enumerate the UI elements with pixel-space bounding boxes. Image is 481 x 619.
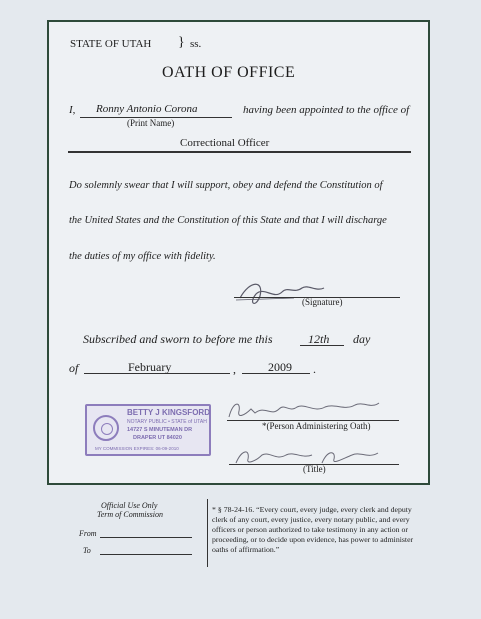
stamp-line2: 14727 S MINUTEMAN DR (127, 427, 193, 433)
state-label: STATE OF UTAH (70, 38, 152, 50)
state-brace: } (178, 35, 185, 50)
appointed-text: having been appointed to the office of (243, 104, 410, 116)
day-label: day (353, 332, 371, 346)
day-line (300, 345, 344, 346)
oath-body-line3: the duties of my office with fidelity. (69, 251, 216, 262)
ss-label: ss. (190, 38, 202, 50)
official-use-heading: Official Use Only (101, 501, 158, 510)
oath-prefix: I, (69, 104, 76, 116)
oath-body-line1: Do solemnly swear that I will support, obey and defend the Constitution of (69, 180, 383, 191)
month-comma: , (233, 362, 236, 376)
page-title: OATH OF OFFICE (162, 64, 296, 81)
of-label: of (69, 361, 79, 375)
officer-name: Ronny Antonio Corona (96, 103, 198, 115)
from-line (100, 537, 192, 538)
to-line (100, 554, 192, 555)
notary-seal-icon (93, 415, 119, 441)
office-line (68, 151, 411, 153)
notary-stamp (85, 404, 211, 456)
administering-caption: *(Person Administering Oath) (262, 421, 371, 431)
term-commission-heading: Term of Commission (97, 510, 163, 519)
office-title: Correctional Officer (180, 137, 270, 149)
sworn-year: 2009 (268, 360, 292, 374)
oath-body-line2: the United States and the Constitution of this State and that I will discharge (69, 215, 387, 226)
name-caption: (Print Name) (127, 118, 175, 128)
year-period: . (313, 362, 316, 376)
stamp-line1: NOTARY PUBLIC • STATE of UTAH (127, 419, 207, 425)
sworn-day-value: 12th (308, 332, 330, 346)
from-label: From (79, 529, 97, 538)
month-line (84, 373, 230, 374)
footer-divider (207, 499, 208, 567)
stamp-line3: DRAPER UT 84020 (133, 435, 182, 441)
year-line (242, 373, 310, 374)
stamp-name: BETTY J KINGSFORD (127, 408, 210, 417)
sworn-text: Subscribed and sworn to before me this (83, 332, 273, 346)
statute-footnote: * § 78-24-16. “Every court, every judge, every clerk and deputy clerk of any court, every justice, every notary public, and every officers or person authorized to take testimony in any action or proceeding, or to decide upon evidence, has power to administer oaths of affirmation.” (212, 505, 414, 554)
title-caption: (Title) (303, 464, 326, 474)
to-label: To (83, 546, 91, 555)
signature-caption: (Signature) (302, 297, 343, 307)
stamp-line4: MY COMMISSION EXPIRES: 06-09-2010 (95, 446, 179, 451)
sworn-month: February (128, 360, 172, 374)
